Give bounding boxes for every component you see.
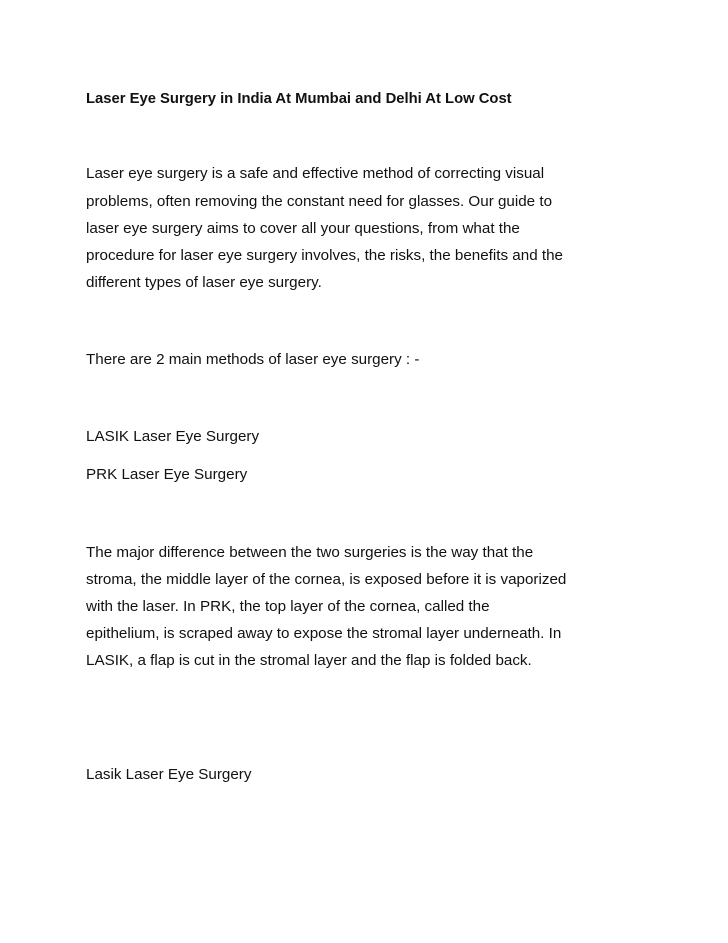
intro-line: laser eye surgery aims to cover all your questions, from what the bbox=[86, 220, 520, 237]
difference-line: LASIK, a flap is cut in the stromal layer and the flap is folded back. bbox=[86, 652, 532, 669]
intro-line: procedure for laser eye surgery involves, the risks, the benefits and the bbox=[86, 247, 563, 264]
difference-line: epithelium, is scraped away to expose the stromal layer underneath. In bbox=[86, 625, 562, 642]
intro-line: Laser eye surgery is a safe and effective method of correcting visual bbox=[86, 165, 545, 182]
intro-line: problems, often removing the constant need for glasses. Our guide to bbox=[86, 193, 553, 210]
method-item: LASIK Laser Eye Surgery bbox=[86, 428, 260, 445]
difference-line: stroma, the middle layer of the cornea, is exposed before it is vaporized bbox=[86, 571, 567, 588]
difference-line: with the laser. In PRK, the top layer of the cornea, called the bbox=[86, 598, 490, 615]
difference-line: The major difference between the two surgeries is the way that the bbox=[86, 544, 534, 561]
document-title: Laser Eye Surgery in India At Mumbai and Delhi At Low Cost bbox=[86, 91, 512, 107]
intro-line: different types of laser eye surgery. bbox=[86, 274, 322, 291]
method-item: PRK Laser Eye Surgery bbox=[86, 466, 248, 483]
section-heading: Lasik Laser Eye Surgery bbox=[86, 766, 252, 783]
methods-heading: There are 2 main methods of laser eye surgery : - bbox=[86, 351, 420, 368]
document-page bbox=[86, 0, 656, 943]
